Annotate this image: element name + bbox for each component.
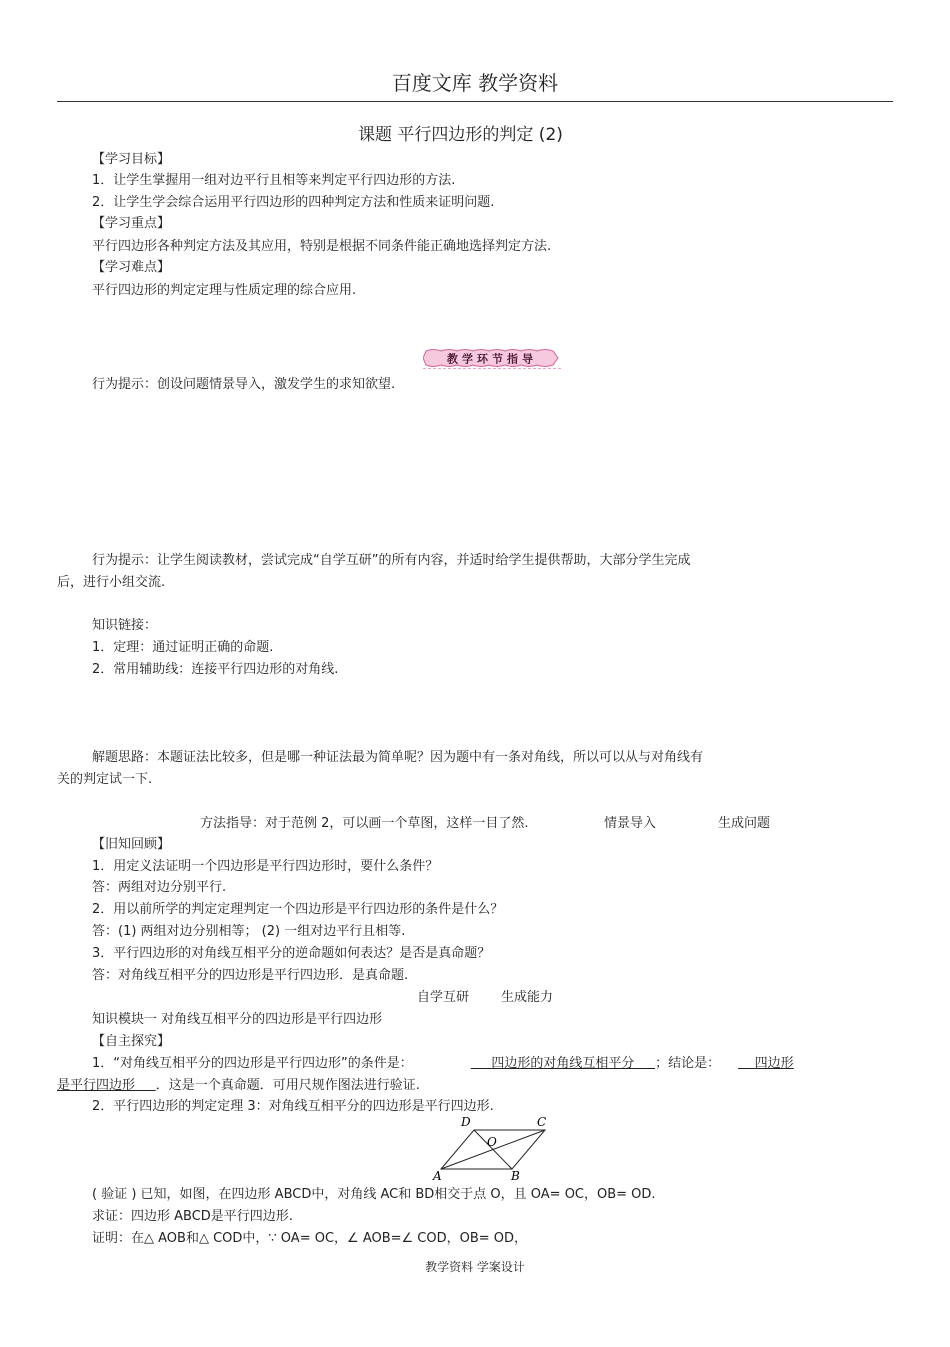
point-a-label: A (433, 1169, 442, 1183)
header-title: 百度文库 教学资料 (391, 71, 559, 95)
self-study-label: 自学互研 (417, 990, 470, 1005)
difficulty-heading: 【学习难点】 (92, 260, 171, 275)
focus-text: 平行四边形各种判定方法及其应用，特别是根据不同条件能正确地选择判定方法. (92, 239, 552, 254)
intro-label: 情景导入 (604, 816, 657, 831)
review-q1: 1．用定义法证明一个四边形是平行四边形时，要什么条件？ (92, 859, 439, 874)
focus-heading: 【学习重点】 (92, 216, 171, 231)
point-o-label: O (487, 1135, 497, 1149)
objective-1: 1．让学生掌握用一组对边平行且相等来判定平行四边形的方法. (92, 173, 456, 188)
review-a3: 答：对角线互相平分的四边形是平行四边形．是真命题. (92, 968, 409, 983)
section-banner (423, 347, 561, 369)
generate-question-label: 生成问题 (718, 816, 771, 831)
condition-blank: 四边形的对角线互相平分 (491, 1056, 635, 1071)
approach-line-1: 解题思路：本题证法比较多，但是哪一种证法最为简单呢？因为题中有一条对角线，所以可以从与对角线有 (92, 750, 704, 765)
hint-1: 行为提示：创设问题情景导入，激发学生的求知欲望. (92, 377, 396, 392)
explore-item-1-line-1 (92, 1056, 794, 1072)
explore-item-1-suffix: ．这是一个真命题．可用尺规作图法进行验证. (155, 1078, 420, 1093)
header-divider (57, 101, 893, 102)
review-a2: 答：(1) 两组对边分别相等； (2) 一组对边平行且相等. (92, 924, 406, 939)
review-q2: 2．用以前所学的判定定理判定一个四边形是平行四边形的条件是什么？ (92, 902, 504, 917)
explore-condition-prefix: 1．“对角线互相平分的四边形是平行四边形”的条件是： (92, 1056, 413, 1071)
verification-given: ( 验证 ) 已知，如图，在四边形 ABCD中，对角线 AC和 BD相交于点 O，且 OA= OC，OB= OD. (92, 1187, 656, 1202)
point-b-label: B (511, 1169, 520, 1183)
knowledge-2: 2．常用辅助线：连接平行四边形的对角线. (92, 662, 339, 677)
explore-item-1-line-2 (57, 1078, 420, 1094)
conclusion-label: ；结论是： (655, 1056, 721, 1071)
difficulty-text: 平行四边形的判定定理与性质定理的综合应用. (92, 283, 357, 298)
approach-line-2: 关的判定试一下. (57, 772, 153, 787)
ability-label: 生成能力 (501, 990, 554, 1005)
document-title: 课题 平行四边形的判定 (2) (358, 125, 563, 145)
knowledge-module: 知识模块一 对角线互相平分的四边形是平行四边形 (92, 1012, 383, 1027)
conclusion-blank-start: 四边形 (754, 1056, 794, 1071)
parallelogram-figure (430, 1114, 560, 1184)
explore-heading: 【自主探究】 (92, 1034, 171, 1049)
knowledge-1: 1．定理：通过证明正确的命题. (92, 640, 274, 655)
hint-2-line-1: 行为提示：让学生阅读教材，尝试完成“自学互研”的所有内容，并适时给学生提供帮助，大部分学生完成 (92, 553, 691, 568)
point-d-label: D (461, 1115, 471, 1129)
hint-2-line-2: 后，进行小组交流. (57, 575, 166, 590)
point-c-label: C (537, 1115, 547, 1129)
explore-item-2: 2．平行四边形的判定定理 3：对角线互相平分的四边形是平行四边形. (92, 1099, 494, 1114)
prove-statement: 求证：四边形 ABCD是平行四边形. (92, 1209, 293, 1224)
objective-2: 2．让学生学会综合运用平行四边形的四种判定方法和性质来证明问题. (92, 195, 495, 210)
banner-text: 教学环节指导 (447, 352, 537, 366)
conclusion-blank-end: 是平行四边形 (57, 1078, 136, 1093)
method-guide: 方法指导：对于范例 2，可以画一个草图，这样一目了然. (200, 816, 529, 831)
review-q3: 3．平行四边形的对角线互相平分的逆命题如何表达？是否是真命题？ (92, 946, 491, 961)
page-footer: 教学资料 学案设计 (425, 1260, 525, 1274)
knowledge-heading: 知识链接： (92, 618, 158, 633)
review-a1: 答：两组对边分别平行. (92, 880, 227, 895)
review-heading: 【旧知回顾】 (92, 837, 171, 852)
proof-start: 证明：在△ AOB和△ COD中，∵ OA= OC，∠ AOB=∠ COD，OB= OD， (92, 1231, 528, 1246)
objectives-heading: 【学习目标】 (92, 152, 171, 167)
